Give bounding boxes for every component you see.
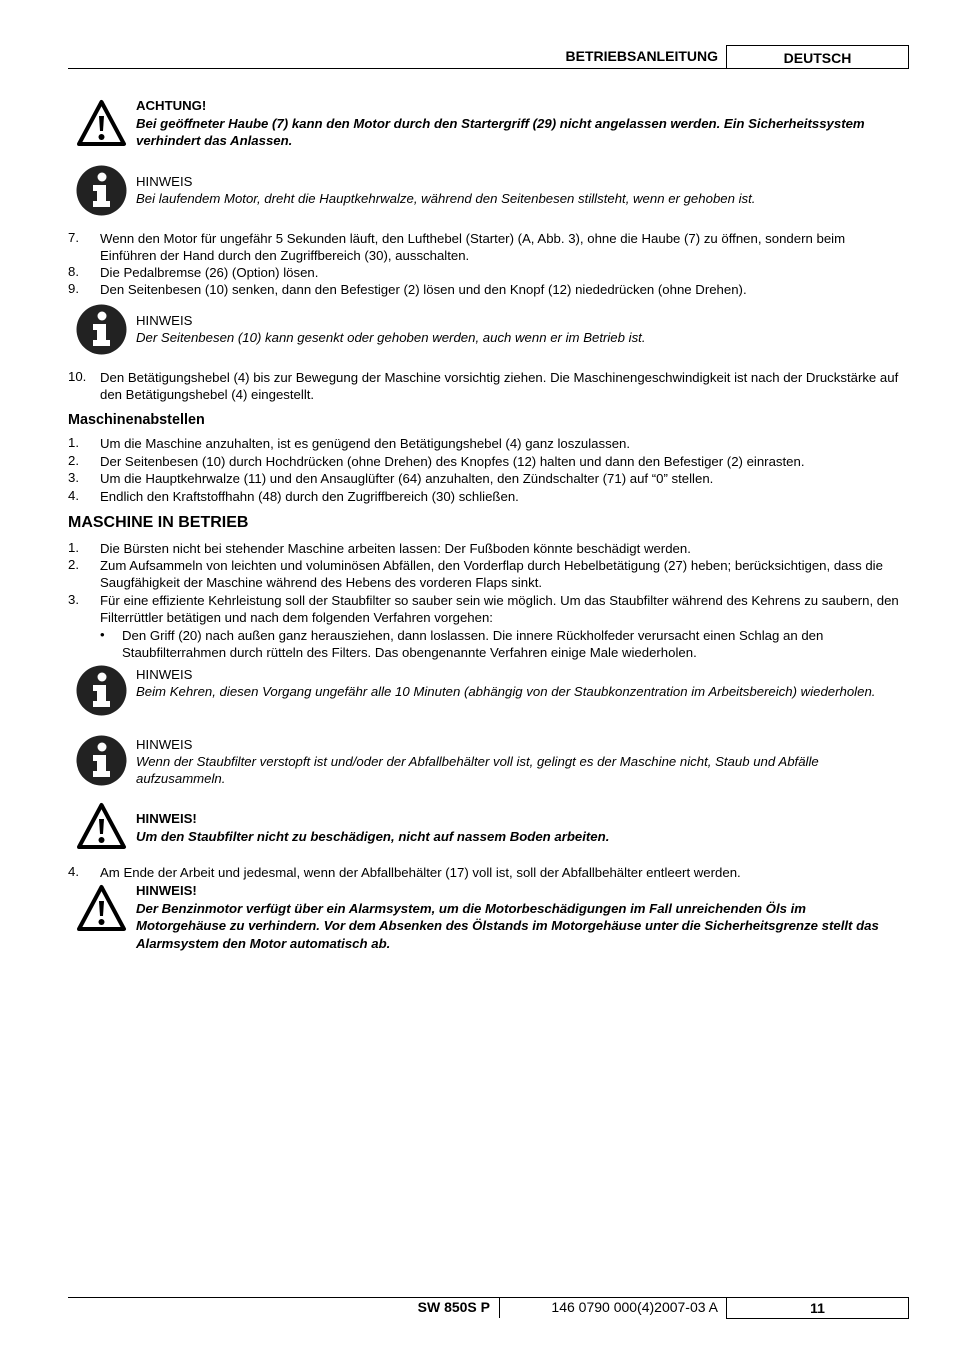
info-icon	[75, 303, 128, 356]
step-number: 1.	[68, 435, 79, 450]
step-text: Den Seitenbesen (10) senken, dann den Befestiger (2) lösen und den Knopf (12) niededrücken (ohne Drehen).	[100, 282, 747, 297]
footer-document-code: 146 0790 000(4)2007-03 A	[551, 1299, 718, 1315]
info-icon	[75, 664, 128, 717]
step-text: Die Bürsten nicht bei stehender Maschine arbeiten lassen: Der Fußboden könnte beschädigt werden.	[100, 541, 691, 556]
step-number: 9.	[68, 281, 79, 296]
warning-icon	[75, 97, 128, 150]
bullet-text: Den Griff (20) nach außen ganz herausziehen, dann loslassen. Die innere Rückholfeder verursacht einen Schlag an den Staubfilterrahmen durch rütteln des Filters. Das obengenannte Verfahren einige Male wiederholen.	[122, 628, 824, 661]
step-number: 4.	[68, 488, 79, 503]
hinweis3-text: Beim Kehren, diesen Vorgang ungefähr alle 10 Minuten (abhängig von der Staubkonzentration im Arbeitsbereich) wiederholen.	[136, 684, 876, 699]
step-number: 3.	[68, 470, 79, 485]
operation-section-title: MASCHINE IN BETRIEB	[68, 514, 249, 531]
step-number: 1.	[68, 540, 79, 555]
footer-model: SW 850S P	[417, 1299, 490, 1315]
step-number: 3.	[68, 592, 79, 607]
hinweis3-title: HINWEIS	[136, 667, 193, 682]
step-number: 10.	[68, 369, 87, 384]
bullet-mark: •	[100, 627, 105, 642]
step-text: Um die Hauptkehrwalze (11) und den Ansauglüfter (64) anzuhalten, den Zündschalter (71) auf “0” stellen.	[100, 471, 714, 486]
hinweis5-title: HINWEIS!	[136, 811, 197, 826]
hinweis6-title: HINWEIS!	[136, 883, 197, 898]
achtung-title: ACHTUNG!	[136, 98, 207, 113]
step-number: 8.	[68, 264, 79, 279]
step-text: Die Pedalbremse (26) (Option) lösen.	[100, 265, 319, 280]
header-rule	[68, 68, 909, 69]
hinweis4-text: Wenn der Staubfilter verstopft ist und/oder der Abfallbehälter voll ist, gelingt es der Maschine nicht, Staub und Abfälle aufzusammeln.	[136, 754, 819, 787]
header-language-box: DEUTSCH	[726, 45, 909, 69]
hinweis5-text: Um den Staubfilter nicht zu beschädigen, nicht auf nassem Boden arbeiten.	[136, 829, 610, 844]
step-text: Am Ende der Arbeit und jedesmal, wenn der Abfallbehälter (17) voll ist, soll der Abfallbehälter entleert werden.	[100, 865, 741, 880]
hinweis1-text: Bei laufendem Motor, dreht die Hauptkehrwalze, während den Seitenbesen stillsteht, wenn er gehoben ist.	[136, 191, 756, 206]
info-icon	[75, 734, 128, 787]
step-text: Zum Aufsammeln von leichten und voluminösen Abfällen, den Vorderflap durch Hebelbetätigung (27) heben; berücksichtigen, dass die Saugfähigkeit der Maschine während des Hebens des vorderen Flaps sinkt.	[100, 558, 883, 591]
step-text: Wenn den Motor für ungefähr 5 Sekunden läuft, den Lufthebel (Starter) (A, Abb. 3), ohne die Haube (7) zu öffnen, sondern beim Einführen der Hand durch den Zugriffbereich (30), ausschalten.	[100, 231, 846, 264]
step-text: Endlich den Kraftstoffhahn (48) durch den Zugriffbereich (30) schließen.	[100, 489, 519, 504]
warning-icon	[75, 882, 128, 935]
step-text: Um die Maschine anzuhalten, ist es genügend den Betätigungshebel (4) ganz loszulassen.	[100, 436, 631, 451]
stop-section-title: Maschinenabstellen	[68, 412, 205, 428]
step-number: 7.	[68, 230, 79, 245]
hinweis6-text: Der Benzinmotor verfügt über ein Alarmsystem, um die Motorbeschädigungen im Fall unreichenden Öls im Motorgehäuse zu verhindern. Vor dem Absenken des Ölstands im Motorgehäuse unter die Sicherheitsgrenze stellt das Alarmsystem den Motor automatisch ab.	[136, 901, 879, 951]
page-number: 11	[726, 1297, 909, 1319]
achtung-text: Bei geöffneter Haube (7) kann den Motor durch den Startergriff (29) nicht angelassen werden. Ein Sicherheitssystem verhindert das Anlassen.	[136, 116, 865, 149]
step-number: 2.	[68, 453, 79, 468]
footer-separator	[499, 1298, 500, 1318]
hinweis4-title: HINWEIS	[136, 737, 193, 752]
step-text: Für eine effiziente Kehrleistung soll der Staubfilter so sauber sein wie möglich. Um das Staubfilter während des Kehrens zu saubern, den Filterrüttler betätigen und nach dem folgenden Verfahren vorgehen:	[100, 593, 899, 626]
info-icon	[75, 164, 128, 217]
step-text: Der Seitenbesen (10) durch Hochdrücken (ohne Drehen) des Knopfes (12) halten und dann den Befestiger (2) einrasten.	[100, 454, 805, 469]
hinweis2-text: Der Seitenbesen (10) kann gesenkt oder gehoben werden, auch wenn er im Betrieb ist.	[136, 330, 646, 345]
header-title: BETRIEBSANLEITUNG	[565, 48, 718, 64]
warning-icon	[75, 800, 128, 853]
step-text: Den Betätigungshebel (4) bis zur Bewegung der Maschine vorsichtig ziehen. Die Maschinengeschwindigkeit ist nach der Druckstärke auf den Betätigungshebel (4) eingestellt.	[100, 370, 899, 403]
step-number: 2.	[68, 557, 79, 572]
hinweis1-title: HINWEIS	[136, 174, 193, 189]
step-number: 4.	[68, 864, 79, 879]
hinweis2-title: HINWEIS	[136, 313, 193, 328]
